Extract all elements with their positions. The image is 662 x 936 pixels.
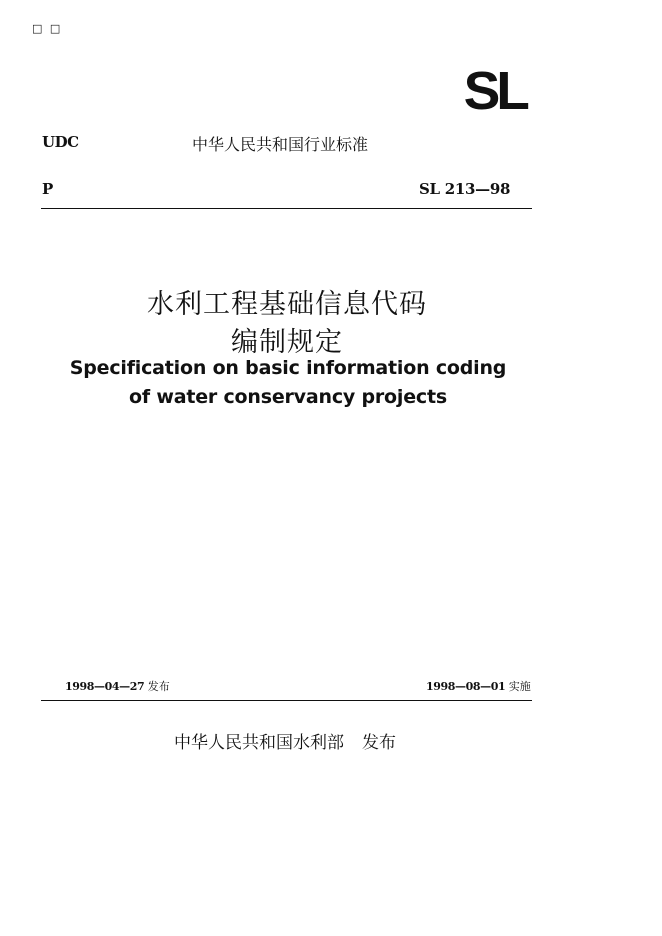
sl-logo-text: SL <box>463 62 526 114</box>
implementation-date-value: 1998—08—01 <box>426 680 506 693</box>
udc-label: UDC <box>42 133 79 151</box>
classification-code: P <box>42 180 54 198</box>
footer-divider <box>41 700 532 701</box>
title-cn-line1: 水利工程基础信息代码 <box>147 289 427 320</box>
standard-number: SL 213—98 <box>419 180 511 198</box>
standard-type: 中华人民共和国行业标准 <box>192 135 369 154</box>
implementation-date <box>426 678 531 694</box>
title-en-line2: of water conservancy projects <box>129 386 447 408</box>
title-en-line1: Specification on basic information coding <box>69 357 507 379</box>
title-cn-line2: 编制规定 <box>231 327 343 358</box>
issue-date <box>65 678 170 694</box>
sl-logo <box>456 62 532 114</box>
publisher-action: 发布 <box>362 733 396 753</box>
header-divider <box>41 208 532 209</box>
publisher-name: 中华人民共和国水利部 <box>174 733 344 753</box>
issue-date-value: 1998—04—27 <box>65 680 145 693</box>
implementation-label: 实施 <box>508 680 531 693</box>
corner-mark: □ □ <box>32 22 63 35</box>
issue-label: 发布 <box>147 680 170 693</box>
publisher <box>174 728 396 753</box>
